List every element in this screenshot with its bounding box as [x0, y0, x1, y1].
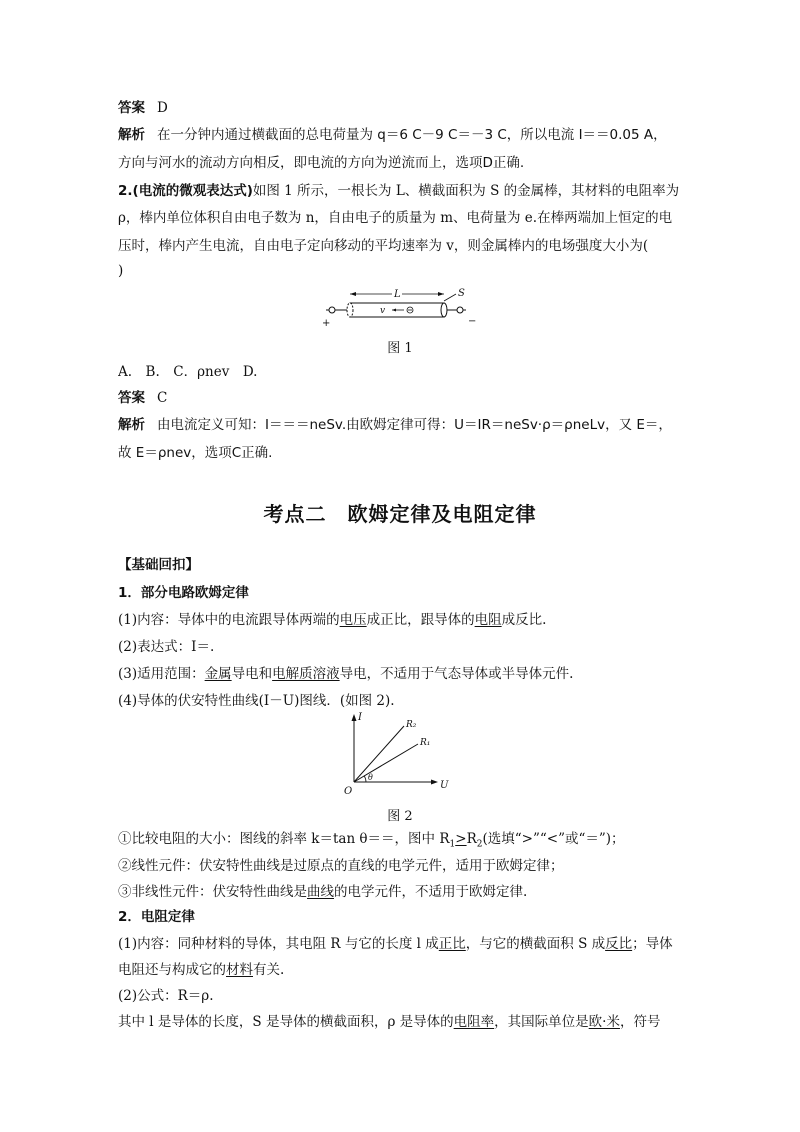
analysis-label: 解析	[118, 417, 145, 433]
plus-terminal-label: +	[322, 318, 331, 329]
text-run: 成正比，跟导体的	[366, 612, 475, 628]
question-2-line-2	[118, 208, 688, 228]
text-run: (2)表达式：I＝.	[118, 639, 215, 655]
underlined-answer: 电压	[339, 612, 367, 628]
text-run: R	[466, 831, 477, 847]
figure-2-iu-graph	[342, 712, 462, 798]
analysis-label: 解析	[118, 127, 145, 143]
axis-i-label: I	[358, 712, 362, 723]
resistance-formula-line	[118, 986, 688, 1006]
answer-line-q1	[118, 98, 688, 118]
origin-label: O	[344, 786, 353, 797]
text-run: ②线性元件：伏安特性曲线是过原点的直线的电学元件，适用于欧姆定律；	[118, 858, 564, 874]
ohm-scope-line	[118, 664, 688, 684]
nonlinear-element-line	[118, 882, 688, 902]
velocity-label: v	[380, 306, 386, 316]
minus-terminal-label: −	[468, 316, 477, 327]
question-text: 压时，棒内产生电流，自由电子定向移动的平均速率为 v，则金属棒内的电场强度大小为(	[118, 238, 649, 254]
options-line	[118, 362, 688, 382]
analysis-text: 由电流定义可知：I＝＝＝neSv.由欧姆定律可得：U＝IR＝neSv·ρ＝ρneLv，又 E＝，	[157, 417, 672, 433]
text-run: 导电和	[231, 666, 273, 682]
text-run: (1)内容：导体中的电流跟导体两端的	[118, 612, 340, 628]
underlined-answer: 电解质溶液	[272, 666, 340, 682]
text-run: 其中 l 是导体的长度，S 是导体的横截面积，ρ 是导体的	[118, 1014, 454, 1030]
area-label: S	[458, 288, 465, 299]
analysis-line-q1-1	[118, 125, 688, 145]
analysis-text: 故 E＝ρnev，选项C正确.	[118, 445, 273, 461]
question-tag: 2.(电流的微观表达式)	[118, 183, 253, 199]
text-run: ①比较电阻的大小：图线的斜率 k＝tan θ＝＝，图中 R	[118, 831, 450, 847]
r1-label: R₁	[420, 738, 431, 748]
answer-value: C	[157, 390, 168, 406]
text-run: (1)内容：同种材料的导体，其电阻 R 与它的长度 l 成	[118, 936, 439, 952]
answer-value: D	[157, 100, 168, 116]
question-text: ρ，棒内单位体积自由电子数为 n，自由电子的质量为 m、电荷量为 e.在棒两端加上恒定的电	[118, 210, 673, 226]
analysis-line-q2-2	[118, 443, 688, 463]
question-text: 如图 1 所示，一根长为 L、横截面积为 S 的金属棒，其材料的电阻率为	[252, 183, 680, 199]
options-text: A. B. C．ρnev D.	[118, 364, 258, 380]
underlined-answer: 金属	[204, 666, 232, 682]
answer-line-q2	[118, 388, 688, 408]
ohm-content-line	[118, 610, 688, 630]
resistance-law-line-1	[118, 934, 688, 954]
underlined-answer: 材料	[226, 962, 253, 978]
basics-tag-line	[118, 555, 688, 575]
figure-1-rod-diagram	[320, 284, 480, 330]
text-run: 成反比.	[501, 612, 547, 628]
length-label: L	[394, 289, 401, 300]
resistivity-line	[118, 1012, 688, 1032]
underlined-answer: 反比	[605, 936, 633, 952]
question-text: )	[118, 263, 124, 279]
item-1-title: 1．部分电路欧姆定律	[118, 585, 249, 601]
text-run: ，其国际单位是	[494, 1014, 589, 1030]
underlined-answer: 曲线	[307, 884, 334, 900]
analysis-text: 方向与河水的流动方向相反，即电流的方向为逆流而上，选项D正确.	[118, 155, 525, 171]
underlined-answer: 电阻率	[453, 1014, 495, 1030]
question-2-line-4	[118, 261, 688, 281]
text-run: (4)导体的伏安特性曲线(I－U)图线．(如图 2).	[118, 693, 395, 709]
text-run: ；导体	[632, 936, 673, 952]
analysis-line-q1-2	[118, 153, 688, 173]
axis-u-label: U	[440, 780, 449, 791]
question-2-line-3	[118, 236, 688, 256]
answer-label: 答案	[118, 390, 145, 406]
analysis-line-q2-1	[118, 415, 688, 435]
analysis-text: 在一分钟内通过横截面的总电荷量为 q＝6 C－9 C＝－3 C，所以电流 I＝＝0.05 A，	[157, 127, 667, 143]
underlined-answer: 电阻	[474, 612, 502, 628]
section-heading: 考点二 欧姆定律及电阻定律	[263, 502, 537, 526]
text-run: (选填“>”“<”或“＝”)；	[482, 831, 625, 847]
underlined-answer: 欧·米	[588, 1014, 620, 1030]
text-run: ，与它的横截面积 S 成	[465, 936, 606, 952]
text-run: 电阻还与构成它的	[118, 962, 226, 978]
item-2-title-line	[118, 907, 688, 927]
answer-label: 答案	[118, 100, 145, 116]
text-run: 导电，不适用于气态导体或半导体元件.	[339, 666, 574, 682]
underlined-answer: 正比	[438, 936, 466, 952]
figure-2-caption: 图 2	[387, 809, 413, 824]
text-run: 有关.	[253, 962, 285, 978]
text-run: ③非线性元件：伏安特性曲线是	[118, 884, 307, 900]
text-run: (2)公式：R＝ρ.	[118, 988, 214, 1004]
compare-resistance-line	[118, 829, 688, 855]
question-2-line-1	[118, 181, 688, 201]
text-run: ，符号	[619, 1014, 661, 1030]
iu-curve-line	[118, 691, 688, 711]
figure-1-caption: 图 1	[387, 341, 413, 356]
linear-element-line	[118, 856, 688, 876]
subscript: 2	[476, 839, 483, 850]
item-2-title: 2．电阻定律	[118, 909, 195, 925]
r2-label: R₂	[406, 720, 417, 730]
text-run: (3)适用范围：	[118, 666, 205, 682]
basics-tag: 【基础回扣】	[118, 557, 199, 573]
underlined-answer: >	[455, 831, 467, 847]
subscript: 1	[449, 839, 456, 850]
text-run: 的电学元件，不适用于欧姆定律.	[334, 884, 528, 900]
theta-label: θ	[368, 773, 373, 782]
ohm-expression-line	[118, 637, 688, 657]
resistance-law-line-2	[118, 960, 688, 980]
item-1-title-line	[118, 583, 688, 603]
